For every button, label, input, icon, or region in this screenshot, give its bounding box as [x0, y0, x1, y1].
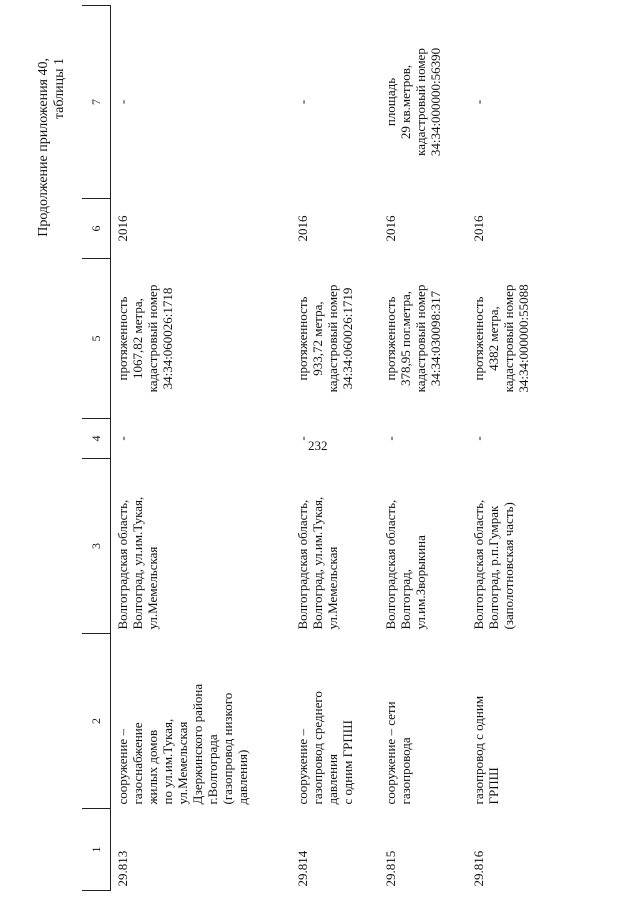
cell-name: сооружение – сети газопровода — [382, 701, 413, 805]
register-table — [82, 5, 555, 891]
continuation-title: Продолжение приложения 40, таблицы 1 — [36, 58, 67, 237]
cell-col4: - — [382, 436, 398, 441]
cell-year: 2016 — [470, 215, 486, 242]
cell-col4: - — [294, 436, 310, 441]
column-header: 6 — [82, 199, 111, 259]
cell-address: Волгоградская область, Волгоград, ул.им.Тукая, ул.Мемельская — [115, 496, 160, 630]
cell-note: - — [294, 99, 310, 105]
cell-col4: - — [470, 436, 486, 441]
cell-characteristics: протяженность 4382 метра, кадастровый номер 34:34:000000:55088 — [470, 284, 531, 393]
cell-address: Волгоградская область, Волгоград, р.п.Гумрак (заполотновская часть) — [470, 499, 516, 630]
cell-note: - — [470, 99, 486, 105]
column-header: 2 — [82, 634, 111, 809]
cell-note: площадь 29 кв.метров, кадастровый номер 34:34:000000:56390 — [382, 47, 443, 157]
table-header-row — [82, 6, 111, 891]
page-number: 232 — [308, 438, 328, 453]
cell-characteristics: протяженность 1067,82 метра, кадастровый номер 34:34:060026:1718 — [115, 284, 175, 393]
cell-number: 29.816 — [470, 850, 486, 887]
table-row — [111, 6, 291, 891]
cell-address: Волгоградская область, Волгоград, ул.им.Зворыкина — [382, 499, 428, 630]
cell-number: 29.813 — [115, 850, 130, 887]
cell-number: 29.815 — [382, 850, 398, 887]
table-row — [467, 6, 555, 891]
cell-year: 2016 — [382, 215, 398, 242]
column-header: 1 — [82, 809, 111, 891]
cell-characteristics: протяженность 933,72 метра, кадастровый номер 34:34:060026:1719 — [294, 284, 355, 393]
cell-name: сооружение – газоснабжение жилых домов по ул.им.Тукая, ул.Мемельская Дзержинского района г.Волгограда (газопровод низкого давления) — [115, 683, 250, 805]
cell-number: 29.814 — [294, 850, 310, 887]
cell-year: 2016 — [294, 215, 310, 242]
cell-col4: - — [115, 436, 130, 441]
cell-name: газопровод с одним ГРПШ — [470, 695, 501, 805]
column-header: 3 — [82, 459, 111, 634]
cell-address: Волгоградская область, Волгоград, ул.им.Тукая, ул.Мемельская — [294, 496, 340, 630]
cell-note: - — [115, 99, 130, 105]
cell-characteristics: протяженность 378,95 пог.метра, кадастровый номер 34:34:030098:317 — [382, 284, 443, 393]
table-row — [291, 6, 379, 891]
column-header: 5 — [82, 259, 111, 419]
cell-year: 2016 — [115, 215, 130, 242]
column-header: 7 — [82, 6, 111, 199]
cell-name: сооружение – газопровод среднего давления с одним ГРПШ — [294, 691, 355, 805]
column-header: 4 — [82, 419, 111, 459]
table-row — [379, 6, 467, 891]
